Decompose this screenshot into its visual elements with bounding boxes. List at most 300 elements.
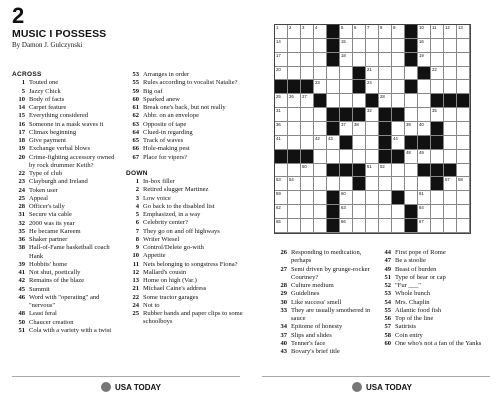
clue-item[interactable]: [274, 290, 374, 298]
clue-item[interactable]: [274, 282, 374, 290]
clue-item[interactable]: [378, 315, 490, 323]
grid-cell[interactable]: [327, 150, 340, 164]
grid-cell[interactable]: [405, 177, 418, 191]
grid-cell[interactable]: [275, 164, 288, 178]
grid-cell[interactable]: [431, 219, 444, 233]
grid-cell[interactable]: [340, 39, 353, 53]
cell-number: 43: [328, 135, 333, 141]
grid-cell[interactable]: [392, 53, 405, 67]
clue-item[interactable]: [126, 211, 244, 219]
grid-cell[interactable]: [301, 177, 314, 191]
clue-item[interactable]: [126, 244, 244, 252]
clue-item[interactable]: [126, 137, 244, 145]
grid-cell[interactable]: [327, 136, 340, 150]
clue-text: Satirists: [395, 323, 417, 331]
grid-cell[interactable]: [288, 25, 301, 39]
grid-cell[interactable]: [366, 39, 379, 53]
clue-item[interactable]: [126, 186, 244, 194]
clue-number: 53: [384, 290, 391, 298]
grid-cell[interactable]: [288, 164, 301, 178]
grid-cell[interactable]: [327, 80, 340, 94]
grid-cell[interactable]: [457, 53, 470, 67]
grid-cell[interactable]: [366, 122, 379, 136]
grid-cell[interactable]: [275, 136, 288, 150]
grid-cell[interactable]: [327, 94, 340, 108]
grid-cell[interactable]: [314, 39, 327, 53]
clue-item[interactable]: [12, 137, 120, 145]
grid-cell[interactable]: [392, 177, 405, 191]
cell-number: 58: [458, 177, 463, 183]
grid-cell[interactable]: [353, 191, 366, 205]
clue-item[interactable]: [126, 104, 244, 112]
grid-cell[interactable]: [353, 122, 366, 136]
grid-cell[interactable]: [327, 67, 340, 81]
grid-cell[interactable]: [301, 108, 314, 122]
grid-cell[interactable]: [444, 39, 457, 53]
grid-cell[interactable]: [392, 80, 405, 94]
grid-cell[interactable]: [418, 53, 431, 67]
grid-cell[interactable]: [301, 53, 314, 67]
clue-item[interactable]: [12, 178, 120, 186]
grid-cell[interactable]: [301, 164, 314, 178]
grid-block: [288, 80, 301, 94]
grid-cell[interactable]: [366, 25, 379, 39]
clue-item[interactable]: [274, 323, 374, 331]
grid-cell[interactable]: [444, 67, 457, 81]
clue-item[interactable]: [12, 327, 120, 335]
clue-column-2: [126, 71, 244, 327]
clue-number: 58: [384, 331, 391, 339]
clue-item[interactable]: [12, 286, 120, 294]
clue-item[interactable]: [12, 170, 120, 178]
grid-block: [444, 164, 457, 178]
clue-text: Semi driven by grunge-rocker Courtney?: [291, 265, 370, 281]
grid-cell[interactable]: [431, 108, 444, 122]
grid-cell[interactable]: [340, 122, 353, 136]
grid-cell[interactable]: [314, 150, 327, 164]
grid-cell[interactable]: [340, 25, 353, 39]
clue-item[interactable]: [274, 340, 374, 348]
grid-cell[interactable]: [392, 136, 405, 150]
clue-item[interactable]: [378, 332, 490, 340]
grid-cell[interactable]: [314, 25, 327, 39]
grid-cell[interactable]: [353, 219, 366, 233]
clue-item[interactable]: [274, 299, 374, 307]
clue-text: Abbr. on an envelope: [143, 112, 199, 120]
grid-cell[interactable]: [418, 108, 431, 122]
grid-cell[interactable]: [340, 67, 353, 81]
grid-cell[interactable]: [379, 80, 392, 94]
clue-item[interactable]: [12, 121, 120, 129]
grid-cell[interactable]: [405, 122, 418, 136]
grid-cell[interactable]: [366, 164, 379, 178]
grid-cell[interactable]: [379, 94, 392, 108]
grid-cell[interactable]: [275, 177, 288, 191]
grid-cell[interactable]: [301, 136, 314, 150]
clue-item[interactable]: [274, 249, 374, 266]
grid-cell[interactable]: [405, 94, 418, 108]
footer-rule-right: [262, 376, 490, 377]
clue-number: 55: [132, 79, 139, 87]
grid-cell[interactable]: [457, 25, 470, 39]
cell-number: 48: [406, 149, 411, 155]
grid-cell[interactable]: [314, 67, 327, 81]
clue-item[interactable]: [126, 310, 244, 327]
clue-item[interactable]: [12, 261, 120, 269]
grid-cell[interactable]: [366, 150, 379, 164]
grid-cell[interactable]: [301, 67, 314, 81]
grid-cell[interactable]: [366, 205, 379, 219]
grid-cell[interactable]: [444, 25, 457, 39]
grid-cell[interactable]: [431, 80, 444, 94]
grid-cell[interactable]: [301, 25, 314, 39]
grid-cell[interactable]: [340, 205, 353, 219]
grid-cell[interactable]: [457, 39, 470, 53]
clue-text: Not shut, poetically: [29, 269, 81, 276]
clue-number: 14: [18, 104, 25, 111]
clue-item[interactable]: [12, 310, 120, 318]
grid-cell[interactable]: [392, 164, 405, 178]
grid-cell[interactable]: [288, 108, 301, 122]
grid-cell[interactable]: [418, 177, 431, 191]
clue-item[interactable]: [126, 302, 244, 310]
clue-item[interactable]: [126, 252, 244, 260]
grid-cell[interactable]: [431, 191, 444, 205]
grid-cell[interactable]: [379, 191, 392, 205]
grid-cell[interactable]: [288, 219, 301, 233]
grid-cell[interactable]: [314, 80, 327, 94]
clue-number: 20: [18, 153, 25, 161]
cell-number: 32: [367, 108, 372, 114]
clue-item[interactable]: [126, 195, 244, 203]
grid-cell[interactable]: [431, 150, 444, 164]
grid-cell[interactable]: [392, 122, 405, 136]
clue-text: He became Kareem: [29, 227, 81, 235]
clue-text: 2000 was its year: [29, 219, 75, 227]
grid-cell[interactable]: [275, 122, 288, 136]
clue-item[interactable]: [126, 277, 244, 285]
grid-cell[interactable]: [392, 219, 405, 233]
clue-text: Guidelines: [291, 290, 320, 298]
clue-item[interactable]: [12, 236, 120, 244]
clue-item[interactable]: [126, 154, 244, 162]
clue-item[interactable]: [12, 88, 120, 96]
grid-cell[interactable]: [301, 122, 314, 136]
grid-cell[interactable]: [405, 191, 418, 205]
clue-item[interactable]: [12, 228, 120, 236]
grid-cell[interactable]: [392, 39, 405, 53]
grid-cell[interactable]: [457, 177, 470, 191]
clue-item[interactable]: [12, 203, 120, 211]
grid-cell[interactable]: [288, 136, 301, 150]
clue-item[interactable]: [12, 79, 120, 87]
grid-cell[interactable]: [275, 67, 288, 81]
clue-number: 24: [18, 186, 25, 194]
grid-cell[interactable]: [392, 205, 405, 219]
grid-cell[interactable]: [405, 164, 418, 178]
grid-cell[interactable]: [353, 205, 366, 219]
grid-cell[interactable]: [340, 191, 353, 205]
grid-cell[interactable]: [288, 67, 301, 81]
grid-cell[interactable]: [353, 150, 366, 164]
clue-item[interactable]: [126, 228, 244, 236]
grid-cell[interactable]: [418, 150, 431, 164]
clue-item[interactable]: [12, 277, 120, 285]
clue-item[interactable]: [378, 257, 490, 265]
grid-cell[interactable]: [366, 80, 379, 94]
grid-cell[interactable]: [379, 205, 392, 219]
clue-item[interactable]: [126, 203, 244, 211]
grid-cell[interactable]: [444, 191, 457, 205]
clue-item[interactable]: [12, 319, 120, 327]
grid-cell[interactable]: [275, 39, 288, 53]
clue-item[interactable]: [12, 104, 120, 112]
grid-cell[interactable]: [418, 25, 431, 39]
clue-item[interactable]: [12, 129, 120, 137]
grid-cell[interactable]: [288, 94, 301, 108]
clue-item[interactable]: [378, 340, 490, 348]
grid-cell[interactable]: [301, 191, 314, 205]
grid-cell[interactable]: [444, 136, 457, 150]
cell-number: 22: [432, 66, 437, 72]
cell-number: 39: [406, 122, 411, 128]
grid-cell[interactable]: [379, 39, 392, 53]
cell-number: 51: [367, 163, 372, 169]
clue-item[interactable]: [126, 236, 244, 244]
grid-cell[interactable]: [457, 164, 470, 178]
grid-cell[interactable]: [405, 150, 418, 164]
clue-item[interactable]: [378, 274, 490, 282]
grid-cell[interactable]: [340, 177, 353, 191]
clue-item[interactable]: [126, 145, 244, 153]
grid-cell[interactable]: [353, 94, 366, 108]
grid-cell[interactable]: [418, 94, 431, 108]
grid-cell[interactable]: [340, 53, 353, 67]
grid-cell[interactable]: [314, 136, 327, 150]
clue-number: 9: [135, 244, 139, 251]
clue-item[interactable]: [378, 266, 490, 274]
grid-cell[interactable]: [392, 25, 405, 39]
grid-cell[interactable]: [314, 53, 327, 67]
grid-cell[interactable]: [301, 39, 314, 53]
grid-cell[interactable]: [405, 67, 418, 81]
grid-cell[interactable]: [418, 219, 431, 233]
grid-cell[interactable]: [275, 219, 288, 233]
crossword-grid[interactable]: [274, 24, 471, 234]
grid-cell[interactable]: [288, 122, 301, 136]
grid-cell[interactable]: [379, 219, 392, 233]
grid-cell[interactable]: [431, 25, 444, 39]
clue-item[interactable]: [12, 244, 120, 261]
grid-cell[interactable]: [379, 53, 392, 67]
grid-cell[interactable]: [457, 219, 470, 233]
grid-cell[interactable]: [418, 122, 431, 136]
grid-cell[interactable]: [457, 80, 470, 94]
grid-cell[interactable]: [379, 25, 392, 39]
grid-cell[interactable]: [457, 67, 470, 81]
clue-item[interactable]: [378, 307, 490, 315]
grid-cell[interactable]: [314, 191, 327, 205]
clue-item[interactable]: [126, 294, 244, 302]
grid-cell[interactable]: [444, 219, 457, 233]
grid-cell[interactable]: [314, 122, 327, 136]
clue-item[interactable]: [126, 129, 244, 137]
grid-block: [431, 177, 444, 191]
grid-cell[interactable]: [340, 80, 353, 94]
clue-text: Opposite of tape: [143, 120, 187, 128]
grid-cell[interactable]: [444, 122, 457, 136]
clue-item[interactable]: [274, 266, 374, 283]
grid-cell[interactable]: [366, 108, 379, 122]
clue-item[interactable]: [378, 290, 490, 298]
grid-cell[interactable]: [405, 108, 418, 122]
clue-item[interactable]: [378, 282, 490, 290]
grid-cell[interactable]: [314, 164, 327, 178]
grid-cell[interactable]: [314, 219, 327, 233]
grid-cell[interactable]: [431, 39, 444, 53]
grid-block: [379, 122, 392, 136]
grid-cell[interactable]: [288, 177, 301, 191]
grid-block: [379, 108, 392, 122]
grid-cell[interactable]: [340, 94, 353, 108]
clue-item[interactable]: [12, 112, 120, 120]
grid-cell[interactable]: [353, 136, 366, 150]
grid-cell[interactable]: [431, 205, 444, 219]
clue-item[interactable]: [126, 269, 244, 277]
clue-item[interactable]: [12, 211, 120, 219]
grid-cell[interactable]: [288, 205, 301, 219]
clue-item[interactable]: [12, 220, 120, 228]
clue-item[interactable]: [12, 154, 120, 171]
grid-cell[interactable]: [288, 191, 301, 205]
clue-item[interactable]: [126, 178, 244, 186]
grid-cell[interactable]: [392, 67, 405, 81]
grid-cell[interactable]: [353, 53, 366, 67]
grid-cell[interactable]: [444, 177, 457, 191]
grid-cell[interactable]: [327, 177, 340, 191]
clue-item[interactable]: [274, 348, 374, 356]
grid-cell[interactable]: [418, 191, 431, 205]
grid-cell[interactable]: [444, 150, 457, 164]
clue-item[interactable]: [12, 294, 120, 311]
grid-cell[interactable]: [418, 39, 431, 53]
clue-item[interactable]: [126, 121, 244, 129]
clue-item[interactable]: [126, 219, 244, 227]
grid-cell[interactable]: [457, 205, 470, 219]
clue-item[interactable]: [378, 299, 490, 307]
grid-cell[interactable]: [431, 67, 444, 81]
clue-item[interactable]: [126, 71, 244, 79]
grid-cell[interactable]: [444, 108, 457, 122]
clue-text: Carpet feature: [29, 104, 67, 111]
clue-item[interactable]: [126, 79, 244, 87]
clue-item[interactable]: [126, 88, 244, 96]
clue-text: Beast of burden: [395, 265, 437, 273]
grid-block: [327, 25, 340, 39]
grid-cell[interactable]: [457, 122, 470, 136]
cell-number: 14: [276, 38, 281, 44]
clue-item[interactable]: [274, 307, 374, 324]
grid-cell[interactable]: [444, 53, 457, 67]
clue-number: 25: [132, 310, 139, 317]
grid-cell[interactable]: [275, 205, 288, 219]
grid-cell[interactable]: [418, 80, 431, 94]
grid-cell[interactable]: [366, 219, 379, 233]
clue-item[interactable]: [126, 96, 244, 104]
grid-cell[interactable]: [379, 164, 392, 178]
clue-number: 35: [18, 227, 25, 235]
grid-cell[interactable]: [366, 177, 379, 191]
grid-cell[interactable]: [275, 191, 288, 205]
grid-cell[interactable]: [288, 53, 301, 67]
clue-text: Be a stoolie: [395, 257, 426, 265]
clue-item[interactable]: [126, 285, 244, 293]
grid-cell[interactable]: [275, 53, 288, 67]
clue-item[interactable]: [12, 195, 120, 203]
grid-cell[interactable]: [314, 177, 327, 191]
grid-cell[interactable]: [340, 150, 353, 164]
clue-item[interactable]: [378, 323, 490, 331]
grid-cell[interactable]: [314, 205, 327, 219]
grid-cell[interactable]: [457, 191, 470, 205]
grid-cell[interactable]: [340, 219, 353, 233]
clue-item[interactable]: [12, 96, 120, 104]
clue-item[interactable]: [126, 112, 244, 120]
clue-item[interactable]: [12, 187, 120, 195]
grid-cell[interactable]: [275, 25, 288, 39]
grid-cell[interactable]: [444, 80, 457, 94]
clue-number: 23: [18, 178, 25, 186]
clue-column-4: [378, 249, 490, 348]
cell-number: 3: [302, 25, 305, 30]
clue-item[interactable]: [126, 261, 244, 269]
grid-cell[interactable]: [314, 108, 327, 122]
grid-block: [353, 67, 366, 81]
grid-cell[interactable]: [301, 205, 314, 219]
grid-block: [353, 80, 366, 94]
grid-cell[interactable]: [353, 39, 366, 53]
grid-cell[interactable]: [301, 94, 314, 108]
grid-cell[interactable]: [275, 108, 288, 122]
grid-cell[interactable]: [444, 205, 457, 219]
grid-cell[interactable]: [288, 39, 301, 53]
grid-cell[interactable]: [366, 53, 379, 67]
grid-cell[interactable]: [457, 136, 470, 150]
clue-item[interactable]: [12, 145, 120, 153]
grid-cell[interactable]: [379, 67, 392, 81]
clue-number: 24: [132, 301, 139, 309]
grid-block: [418, 164, 431, 178]
grid-cell[interactable]: [457, 150, 470, 164]
clue-item[interactable]: [274, 332, 374, 340]
grid-cell[interactable]: [431, 53, 444, 67]
grid-cell[interactable]: [379, 177, 392, 191]
clue-item[interactable]: [12, 269, 120, 277]
cell-number: 38: [354, 122, 359, 128]
cell-number: 64: [419, 205, 424, 211]
grid-cell[interactable]: [275, 94, 288, 108]
clue-number: 4: [135, 202, 139, 210]
grid-cell[interactable]: [457, 108, 470, 122]
grid-cell[interactable]: [418, 205, 431, 219]
grid-cell[interactable]: [392, 94, 405, 108]
grid-cell[interactable]: [301, 219, 314, 233]
grid-cell[interactable]: [353, 25, 366, 39]
grid-cell[interactable]: [366, 191, 379, 205]
clue-item[interactable]: [378, 249, 490, 257]
grid-cell[interactable]: [366, 136, 379, 150]
grid-cell[interactable]: [366, 67, 379, 81]
